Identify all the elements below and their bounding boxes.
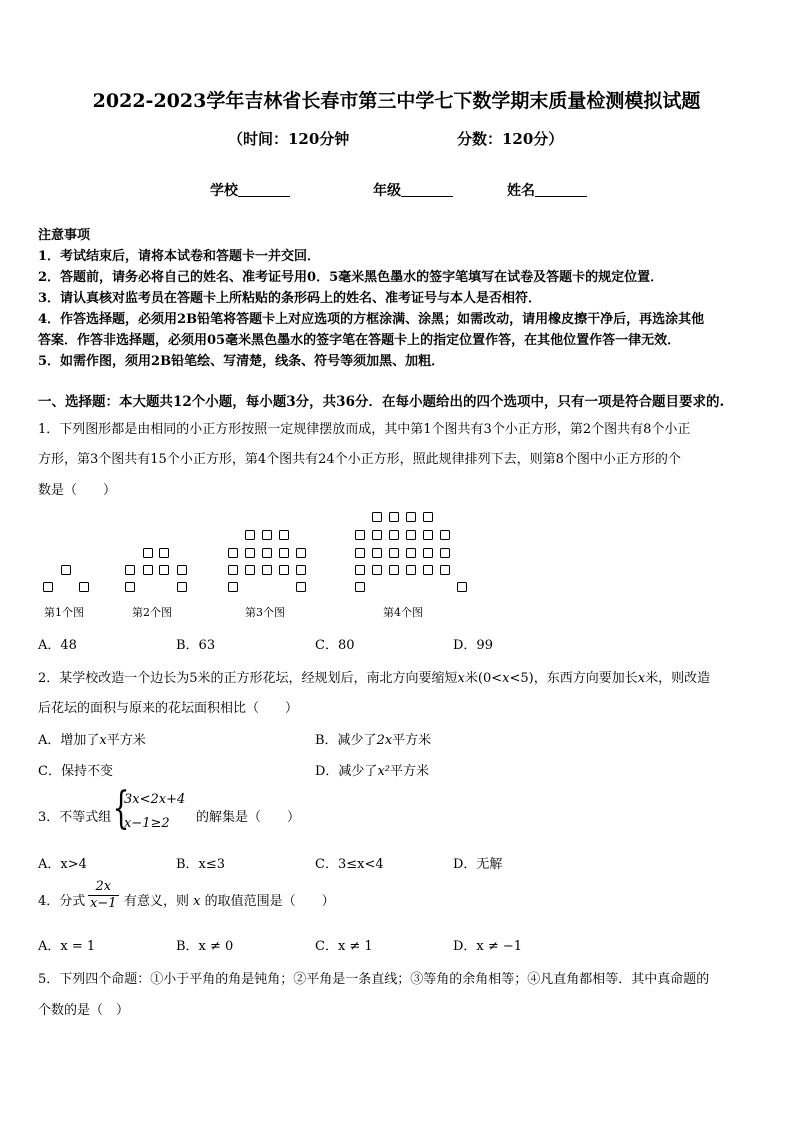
square-shape	[406, 548, 416, 558]
square-shape	[279, 565, 289, 575]
square-shape	[143, 548, 153, 558]
square-shape	[245, 565, 255, 575]
square-shape	[262, 530, 272, 540]
q2-text-part: 米(0<	[464, 671, 503, 686]
q3-inequality-2: x−1≥2	[124, 816, 170, 831]
name-label: 姓名	[507, 183, 535, 199]
option-text: 平方米	[392, 733, 432, 748]
fraction-denominator: x−1	[90, 896, 117, 912]
q1-option-c: C．80	[315, 638, 355, 653]
grade-field	[373, 180, 453, 200]
option-text: A．增加了	[38, 733, 100, 748]
exam-score: 分数：120分）	[457, 130, 564, 148]
note-item: 答案．作答非选择题，必须用05毫米黑色墨水的签字笔在答题卡上的指定位置作答，在其他位置作答一律无效．	[38, 333, 681, 348]
q2-option-c: C．保持不变	[38, 764, 113, 779]
q5-text: 个数的是（ ）	[38, 1003, 130, 1018]
square-shape	[245, 530, 255, 540]
section-heading: 一、选择题：本大题共12个小题，每小题3分，共36分．在每小题给出的四个选项中，只有一项是符合题目要求的.	[38, 394, 725, 410]
q2-text	[38, 667, 710, 686]
page-title: 2022-2023学年吉林省长春市第三中学七下数学期末质量检测模拟试题	[92, 90, 701, 112]
variable-x: x	[99, 733, 107, 748]
q4-text	[124, 890, 335, 909]
note-item: 2．答题前，请务必将自己的姓名、准考证号用0．5毫米黑色墨水的签字笔填写在试卷及答题卡的规定位置．	[38, 270, 664, 285]
square-shape	[372, 512, 382, 522]
square-shape	[423, 512, 433, 522]
note-item: 5．如需作图，须用2B铅笔绘、写清楚，线条、符号等须加黑、加粗．	[38, 354, 445, 369]
square-shape	[440, 530, 450, 540]
square-shape	[423, 548, 433, 558]
option-text: 平方米	[389, 764, 429, 779]
fraction	[88, 879, 119, 913]
square-shape	[262, 548, 272, 558]
square-shape	[389, 548, 399, 558]
square-shape	[355, 548, 365, 558]
figure-caption: 第1个图	[44, 606, 84, 619]
square-shape	[228, 582, 238, 592]
q1-text: 数是（ ）	[38, 483, 117, 498]
square-shape	[262, 565, 272, 575]
q3-option-c: C．3≤x<4	[315, 857, 384, 872]
square-shape	[296, 582, 306, 592]
q4-option-d: D．x ≠ −1	[453, 939, 523, 954]
q2-text-part: 2．某学校改造一个边长为5米的正方形花坛，经规划后，南北方向要缩短	[38, 671, 458, 686]
square-shape	[228, 548, 238, 558]
q3-prefix: 3．不等式组	[38, 810, 112, 825]
note-item: 1．考试结束后，请将本试卷和答题卡一并交回．	[38, 249, 321, 264]
square-shape	[61, 565, 71, 575]
q2-option-a	[38, 729, 146, 748]
square-shape	[143, 565, 153, 575]
square-shape	[177, 565, 187, 575]
square-shape	[228, 565, 238, 575]
q2-option-b	[315, 729, 431, 748]
q4-option-c: C．x ≠ 1	[315, 939, 373, 954]
q2-text: 后花坛的面积与原来的花坛面积相比（ ）	[38, 701, 299, 716]
square-shape	[279, 530, 289, 540]
square-shape	[372, 565, 382, 575]
q1-option-a: A．48	[38, 638, 77, 653]
square-shape	[125, 582, 135, 592]
system-brace: {	[112, 783, 130, 834]
square-shape	[159, 565, 169, 575]
q4-text-part: 的取值范围是（ ）	[204, 894, 335, 909]
square-shape	[43, 582, 53, 592]
variable-x: x	[502, 671, 510, 686]
note-item: 4．作答选择题，必须用2B铅笔将答题卡上对应选项的方框涂满、涂黑；如需改动，请用橡皮擦干净后，再选涂其他	[38, 312, 705, 327]
square-shape	[177, 582, 187, 592]
q5-text: 5．下列四个命题：①小于平角的角是钝角；②平角是一条直线；③等角的余角相等；④凡直角都相等．其中真命题的	[38, 972, 710, 987]
q1-option-b: B．63	[176, 638, 216, 653]
option-text: B．减少了	[315, 733, 377, 748]
q3-option-b: B．x≤3	[176, 857, 226, 872]
square-shape	[79, 582, 89, 592]
square-shape	[125, 565, 135, 575]
q3-inequality-1: 3x<2x+4	[124, 792, 186, 807]
q1-text: 1．下列图形都是由相同的小正方形按照一定规律摆放而成，其中第1个图共有3个小正方形，第2个图共有8个小正	[38, 422, 691, 437]
expression-2x: 2x	[376, 733, 393, 748]
square-shape	[440, 548, 450, 558]
expression-x-squared: x²	[377, 764, 390, 779]
square-shape	[457, 582, 467, 592]
name-blank	[535, 182, 587, 197]
square-shape	[296, 548, 306, 558]
variable-x: x	[637, 671, 646, 686]
school-label: 学校	[210, 183, 238, 199]
option-text: D．减少了	[315, 764, 378, 779]
exam-time: （时间：120分钟	[228, 130, 350, 148]
q2-text-part: 米，则改造	[645, 671, 711, 686]
square-shape	[389, 530, 399, 540]
square-shape	[423, 530, 433, 540]
figure-caption: 第2个图	[132, 606, 172, 619]
square-shape	[159, 548, 169, 558]
q1-text: 方形，第3个图共有15个小正方形，第4个图共有24个小正方形，照此规律排列下去，则第8个图中小正方形的个	[38, 452, 681, 467]
note-item: 3．请认真核对监考员在答题卡上所粘贴的条形码上的姓名、准考证号与本人是否相符．	[38, 291, 542, 306]
grade-blank	[401, 182, 453, 197]
square-shape	[372, 548, 382, 558]
square-shape	[406, 565, 416, 575]
square-shape	[279, 548, 289, 558]
square-shape	[372, 530, 382, 540]
square-shape	[296, 565, 306, 575]
square-shape	[355, 582, 365, 592]
name-field	[507, 180, 587, 200]
square-shape	[423, 565, 433, 575]
variable-x: x	[457, 671, 465, 686]
variable-x: x	[193, 894, 201, 909]
option-text: 平方米	[106, 733, 146, 748]
q3-option-d: D．无解	[453, 857, 503, 872]
q2-text-part: <5)，东西方向要加长	[509, 671, 638, 686]
q1-option-d: D．99	[453, 638, 493, 653]
school-blank	[238, 182, 290, 197]
q3-suffix: 的解集是（ ）	[196, 810, 301, 825]
q3-option-a: A．x>4	[38, 857, 87, 872]
school-field	[210, 180, 290, 200]
square-shape	[389, 565, 399, 575]
figure-caption: 第3个图	[245, 606, 285, 619]
q4-option-a: A．x = 1	[38, 939, 96, 954]
q4-prefix: 4．分式	[38, 894, 86, 909]
q4-text-part: 有意义，则	[124, 894, 190, 909]
square-shape	[440, 565, 450, 575]
square-shape	[406, 530, 416, 540]
square-shape	[355, 565, 365, 575]
fraction-numerator: 2x	[88, 879, 119, 896]
figure-caption: 第4个图	[383, 606, 423, 619]
notes-heading: 注意事项	[38, 228, 91, 243]
square-shape	[406, 512, 416, 522]
q4-fraction	[88, 879, 119, 913]
square-shape	[389, 512, 399, 522]
grade-label: 年级	[373, 183, 401, 199]
square-shape	[355, 530, 365, 540]
q4-option-b: B．x ≠ 0	[176, 939, 234, 954]
q2-option-d	[315, 760, 429, 779]
square-shape	[245, 548, 255, 558]
